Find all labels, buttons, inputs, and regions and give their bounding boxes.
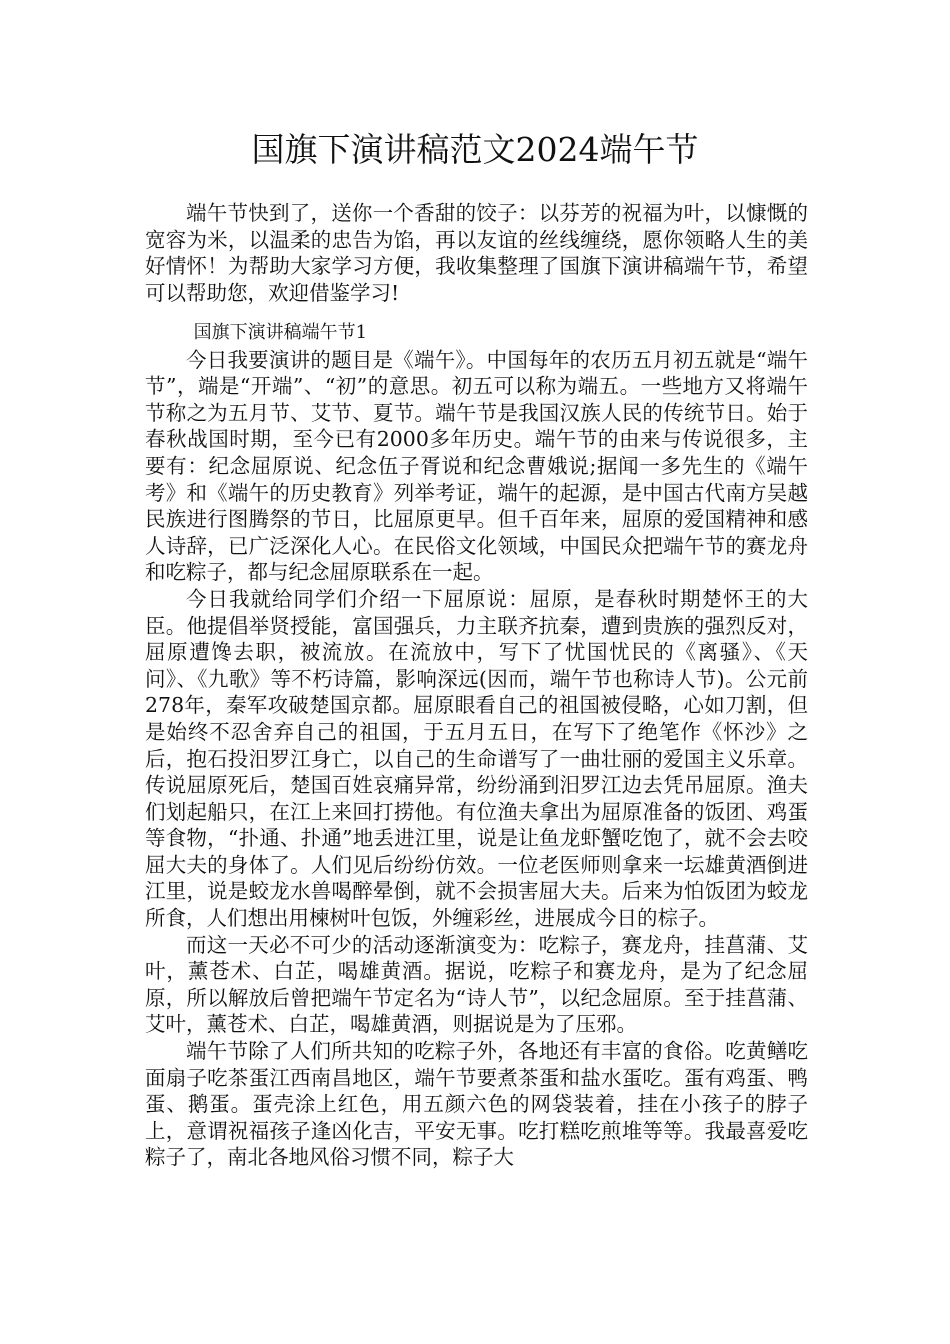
document-title: 国旗下演讲稿范文2024端午节 [251,130,699,169]
body-paragraph: 而这一天必不可少的活动逐渐演变为：吃粽子，赛龙舟，挂菖蒲、艾叶，薰苍术、白芷，喝雄黄酒。据说，吃粽子和赛龙舟，是为了纪念屈原，所以解放后曾把端午节定名为“诗人节”，以纪念屈原。至于挂菖蒲、艾叶，薰苍术、白芷，喝雄黄酒，则据说是为了压邪。 [145,932,808,1037]
intro-paragraph: 端午节快到了，送你一个香甜的饺子：以芬芳的祝福为叶，以慷慨的宽容为米，以温柔的忠告为馅，再以友谊的丝线缠绕，愿你领略人生的美好情怀！为帮助大家学习方便，我收集整理了国旗下演讲稿端午节，希望可以帮助您，欢迎借鉴学习! [145,201,808,305]
body-paragraph: 今日我就给同学们介绍一下屈原说：屈原，是春秋时期楚怀王的大臣。他提倡举贤授能，富国强兵，力主联齐抗秦，遭到贵族的强烈反对，屈原遭馋去职，被流放。在流放中，写下了忧国忧民的《离骚》、《天问》、《九歌》等不朽诗篇，影响深远(因而，端午节也称诗人节)。公元前278年，秦军攻破楚国京都。屈原眼看自己的祖国被侵略，心如刀割，但是始终不忍舍弃自己的祖国，于五月五日，在写下了绝笔作《怀沙》之后，抱石投汨罗江身亡，以自己的生命谱写了一曲壮丽的爱国主义乐章。传说屈原死后，楚国百姓哀痛异常，纷纷涌到汨罗江边去凭吊屈原。渔夫们划起船只，在江上来回打捞他。有位渔夫拿出为屈原准备的饭团、鸡蛋等食物，“扑通、扑通”地丢进江里，说是让鱼龙虾蟹吃饱了，就不会去咬屈大夫的身体了。人们见后纷纷仿效。一位老医师则拿来一坛雄黄酒倒进江里，说是蛟龙水兽喝醉晕倒，就不会损害屈大夫。后来为怕饭团为蛟龙所食，人们想出用楝树叶包饭，外缠彩丝，进展成今日的棕子。 [145,586,808,931]
section-heading: 国旗下演讲稿端午节1 [193,322,368,343]
intro-block [145,200,808,306]
body-paragraph: 今日我要演讲的题目是《端午》。中国每年的农历五月初五就是“端午节”，端是“开端”、“初”的意思。初五可以称为端五。一些地方又将端午节称之为五月节、艾节、夏节。端午节是我国汉族人民的传统节日。始于春秋战国时期，至今已有2000多年历史。端午节的由来与传说很多，主要有：纪念屈原说、纪念伍子胥说和纪念曹娥说;据闻一多先生的《端午考》和《端午的历史教育》列举考证，端午的起源，是中国古代南方吴越民族进行图腾祭的节日，比屈原更早。但千百年来，屈原的爱国精神和感人诗辞，已广泛深化人心。在民俗文化领域，中国民众把端午节的赛龙舟和吃粽子，都与纪念屈原联系在一起。 [145,347,808,585]
speech-section [145,320,808,1171]
body-paragraph: 端午节除了人们所共知的吃粽子外，各地还有丰富的食俗。吃黄鳝吃面扇子吃茶蛋江西南昌地区，端午节要煮茶蛋和盐水蛋吃。蛋有鸡蛋、鸭蛋、鹅蛋。蛋壳涂上红色，用五颜六色的网袋装着，挂在小孩子的脖子上，意谓祝福孩子逢凶化吉，平安无事。吃打糕吃煎堆等等。我最喜爱吃粽子了，南北各地风俗习惯不同，粽子大 [145,1039,808,1170]
